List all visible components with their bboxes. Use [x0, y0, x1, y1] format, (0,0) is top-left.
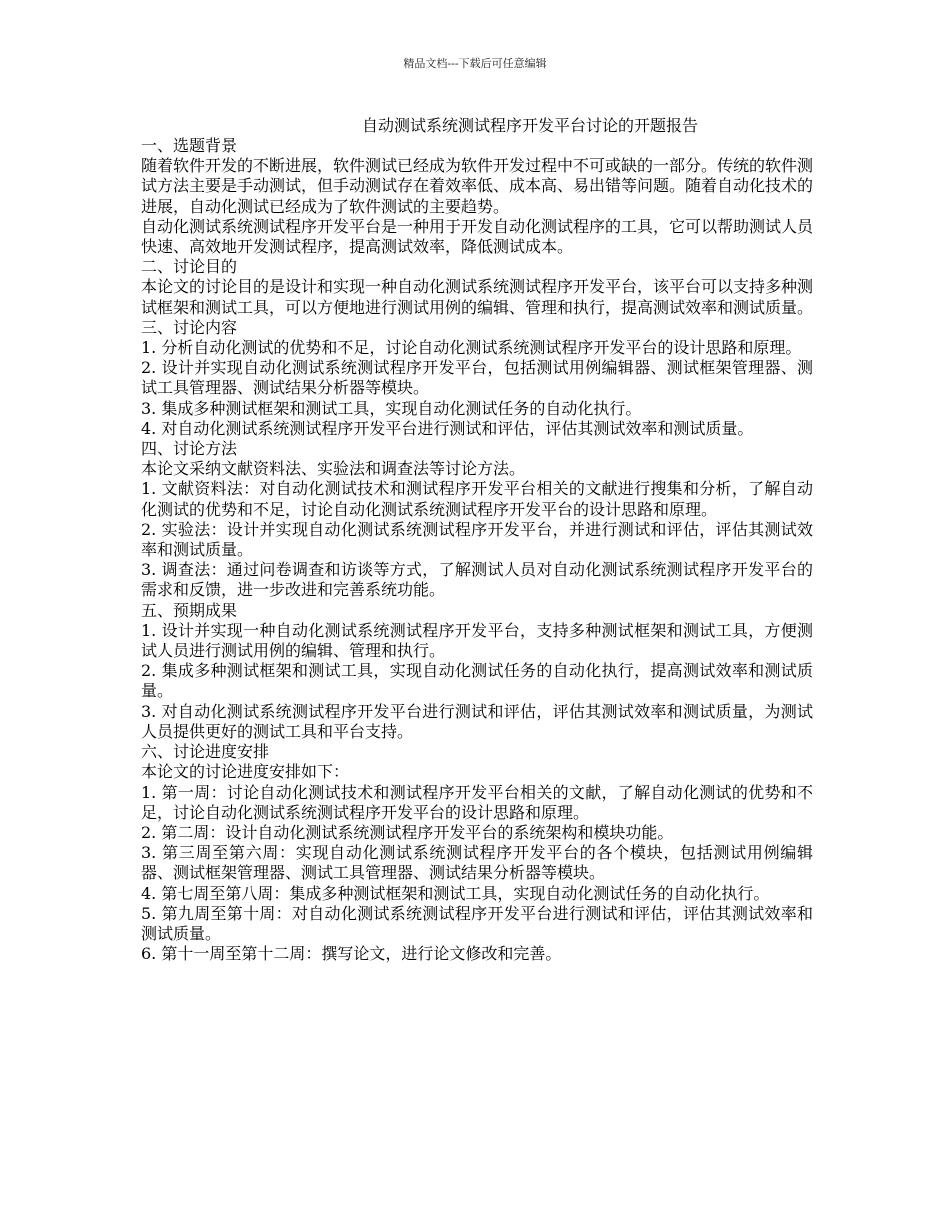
section-paragraph: 本论文的讨论目的是设计和实现一种自动化测试系统测试程序开发平台，该平台可以支持多种测试框架和测试工具，可以方便地进行测试用例的编辑、管理和执行，提高测试效率和测试质量。 — [141, 277, 814, 317]
section-paragraph: 6. 第十一周至第十二周：撰写论文，进行论文修改和完善。 — [141, 944, 562, 964]
section-paragraph: 2. 设计并实现自动化测试系统测试程序开发平台，包括测试用例编辑器、测试框架管理器、测试工具管理器、测试结果分析器等模块。 — [141, 358, 813, 398]
section-paragraph: 1. 第一周：讨论自动化测试技术和测试程序开发平台相关的文献，了解自动化测试的优势和不足，讨论自动化测试系统测试程序开发平台的设计思路和原理。 — [141, 782, 813, 822]
section-heading: 一、选题背景 — [141, 136, 238, 155]
section-paragraph: 2. 实验法：设计并实现自动化测试系统测试程序开发平台，并进行测试和评估，评估其测试效率和测试质量。 — [141, 519, 813, 560]
section-heading: 五、预期成果 — [141, 600, 238, 620]
section-heading: 四、讨论方法 — [141, 439, 238, 459]
section-paragraph: 1. 分析自动化测试的优势和不足，讨论自动化测试系统测试程序开发平台的设计思路和原理。 — [141, 338, 802, 358]
section-paragraph: 5. 第九周至第十周：对自动化测试系统测试程序开发平台进行测试和评估，评估其测试效率和测试质量。 — [141, 903, 813, 943]
section-paragraph: 4. 对自动化测试系统测试程序开发平台进行测试和评估，评估其测试效率和测试质量。 — [141, 418, 754, 438]
section-heading: 六、讨论进度安排 — [141, 742, 270, 762]
section-paragraph: 3. 第三周至第六周：实现自动化测试系统测试程序开发平台的各个模块，包括测试用例编辑器、测试框架管理器、测试工具管理器、测试结果分析器等模块。 — [141, 843, 813, 883]
section-paragraph: 自动化测试系统测试程序开发平台是一种用于开发自动化测试程序的工具，它可以帮助测试人员快速、高效地开发测试程序，提高测试效率，降低测试成本。 — [141, 216, 814, 257]
section-paragraph: 本论文的讨论进度安排如下： — [141, 762, 350, 782]
section-paragraph: 2. 集成多种测试框架和测试工具，实现自动化测试任务的自动化执行，提高测试效率和测试质量。 — [141, 661, 813, 701]
header-note: 精品文档---下载后可任意编辑 — [403, 57, 547, 70]
section-paragraph: 本论文采纳文献资料法、实验法和调查法等讨论方法。 — [141, 459, 526, 479]
section-paragraph: 1. 文献资料法：对自动化测试技术和测试程序开发平台相关的文献进行搜集和分析，了解自动化测试的优势和不足，讨论自动化测试系统测试程序开发平台的设计思路和原理。 — [141, 479, 813, 519]
document-title: 自动测试系统测试程序开发平台讨论的开题报告 — [362, 116, 699, 135]
section-paragraph: 随着软件开发的不断进展，软件测试已经成为软件开发过程中不可或缺的一部分。传统的软件测试方法主要是手动测试，但手动测试存在着效率低、成本高、易出错等问题。随着自动化技术的进展，自动化测试已经成为了软件测试的主要趋势。 — [141, 156, 814, 216]
section-paragraph: 1. 设计并实现一种自动化测试系统测试程序开发平台，支持多种测试框架和测试工具，方便测试人员进行测试用例的编辑、管理和执行。 — [141, 620, 813, 661]
section-heading: 三、讨论内容 — [141, 317, 238, 337]
section-paragraph: 2. 第二周：设计自动化测试系统测试程序开发平台的系统架构和模块功能。 — [141, 822, 674, 842]
document-body — [141, 136, 813, 964]
section-paragraph: 4. 第七周至第八周：集成多种测试框架和测试工具，实现自动化测试任务的自动化执行。 — [141, 883, 770, 903]
section-paragraph: 3. 调查法：通过问卷调查和访谈等方式，了解测试人员对自动化测试系统测试程序开发平台的需求和反馈，进一步改进和完善系统功能。 — [141, 560, 813, 600]
section-paragraph: 3. 集成多种测试框架和测试工具，实现自动化测试任务的自动化执行。 — [141, 398, 642, 418]
section-paragraph: 3. 对自动化测试系统测试程序开发平台进行测试和评估，评估其测试效率和测试质量，为测试人员提供更好的测试工具和平台支持。 — [141, 701, 813, 741]
section-heading: 二、讨论目的 — [141, 257, 238, 277]
